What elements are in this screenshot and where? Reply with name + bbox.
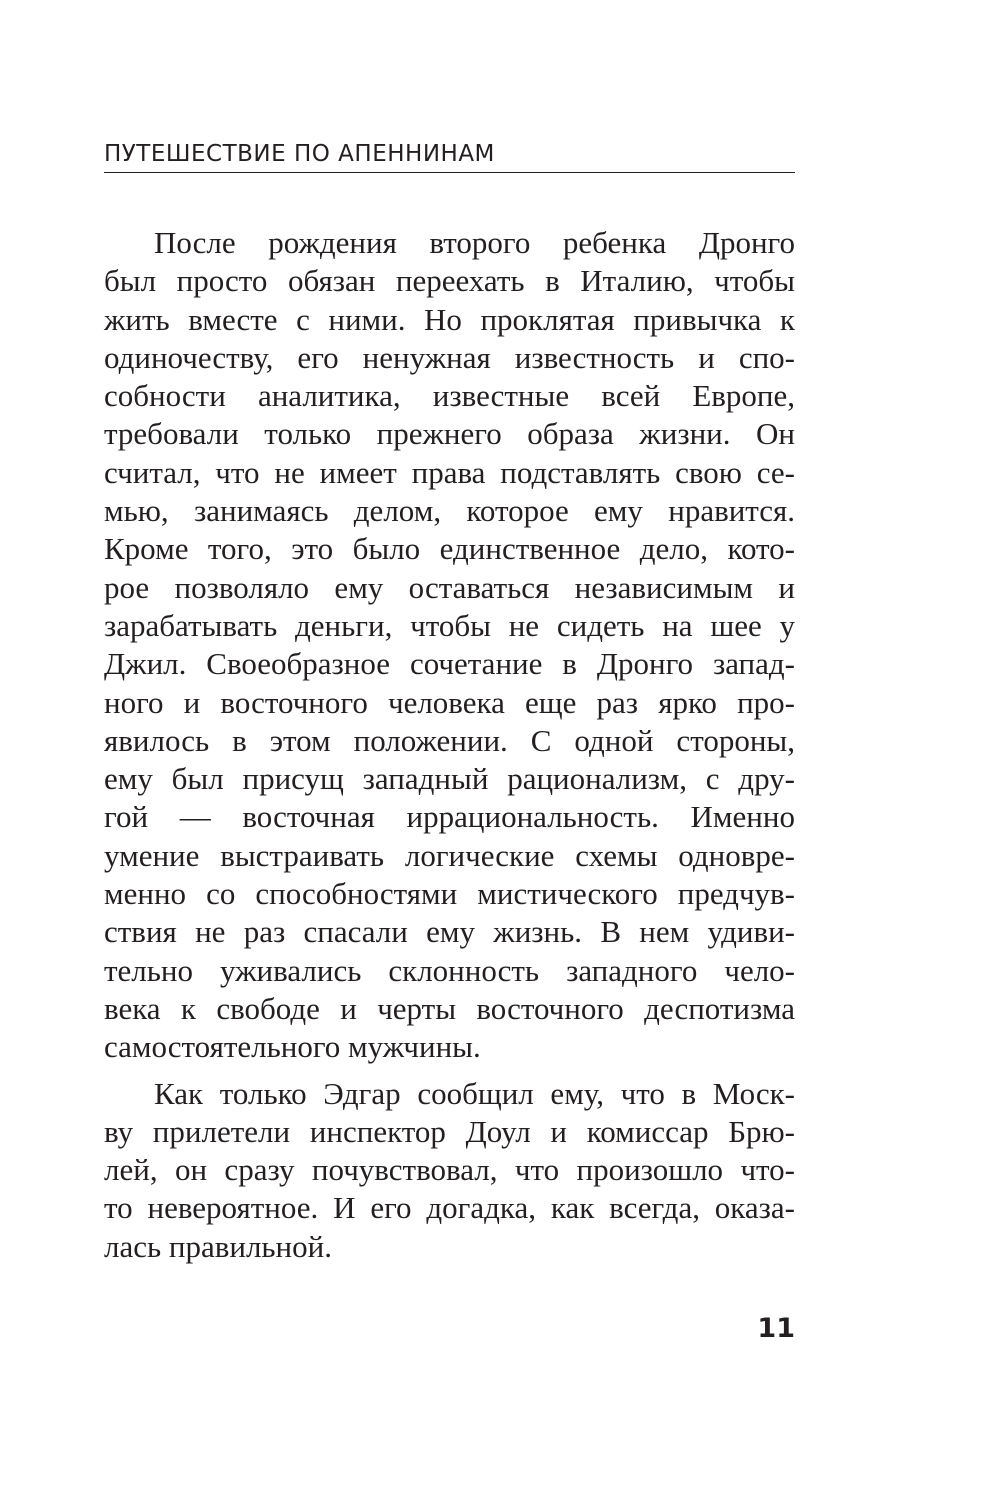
text-line: одиночеству, его ненужная известность и спо- <box>104 339 795 375</box>
text-line: века к свободе и черты восточного деспотизма <box>104 990 795 1026</box>
body-text <box>104 224 795 1266</box>
text-line: лась правильной. <box>104 1228 332 1264</box>
text-line: рое позволяло ему оставаться независимым и <box>104 569 795 605</box>
text-line: самостоятельного мужчины. <box>104 1029 481 1065</box>
text-line: После рождения второго ребенка Дронго <box>154 225 795 260</box>
text-line: собности аналитика, известные всей Европе, <box>104 378 795 414</box>
text-line: мью, занимаясь делом, которое ему нравится. <box>104 493 795 529</box>
text-line: гой — восточная иррациональность. Именно <box>104 799 795 835</box>
paragraph-gap <box>104 1067 795 1075</box>
text-line: Кроме того, это было единственное дело, кото- <box>104 531 795 567</box>
text-line: тельно уживались склонность западного чело- <box>104 952 795 988</box>
running-head: ПУТЕШЕСТВИЕ ПО АПЕННИНАМ <box>104 141 495 167</box>
page-number: 11 <box>757 1313 795 1344</box>
text-line: жить вместе с ними. Но проклятая привычка к <box>104 301 795 337</box>
text-line: Как только Эдгар сообщил ему, что в Моск- <box>154 1075 795 1111</box>
text-line: зарабатывать деньги, чтобы не сидеть на шее у <box>104 607 795 643</box>
text-line: Джил. Своеобразное сочетание в Дронго запад- <box>104 646 795 682</box>
text-line: ву прилетели инспектор Доул и комиссар Брю- <box>104 1113 795 1149</box>
text-line: считал, что не имеет права подставлять свою се- <box>104 454 795 490</box>
text-line: менно со способностями мистического предчув- <box>104 876 795 912</box>
text-line: ему был присущ западный рационализм, с дру- <box>104 761 795 797</box>
header-rule <box>104 172 795 173</box>
text-line: был просто обязан переехать в Италию, чтобы <box>104 263 795 299</box>
text-line: ствия не раз спасали ему жизнь. В нем удиви- <box>104 914 795 950</box>
text-line: ного и восточного человека еще раз ярко про- <box>104 684 795 720</box>
text-line: требовали только прежнего образа жизни. Он <box>104 416 795 452</box>
text-line: умение выстраивать логические схемы одновре- <box>104 837 795 873</box>
text-line: то невероятное. И его догадка, как всегда, оказа- <box>104 1190 795 1226</box>
text-line: явилось в этом положении. С одной стороны, <box>104 722 795 758</box>
text-line: лей, он сразу почувствовал, что произошло что- <box>104 1152 795 1188</box>
paragraph-1 <box>104 224 795 1067</box>
paragraph-2 <box>104 1075 795 1266</box>
